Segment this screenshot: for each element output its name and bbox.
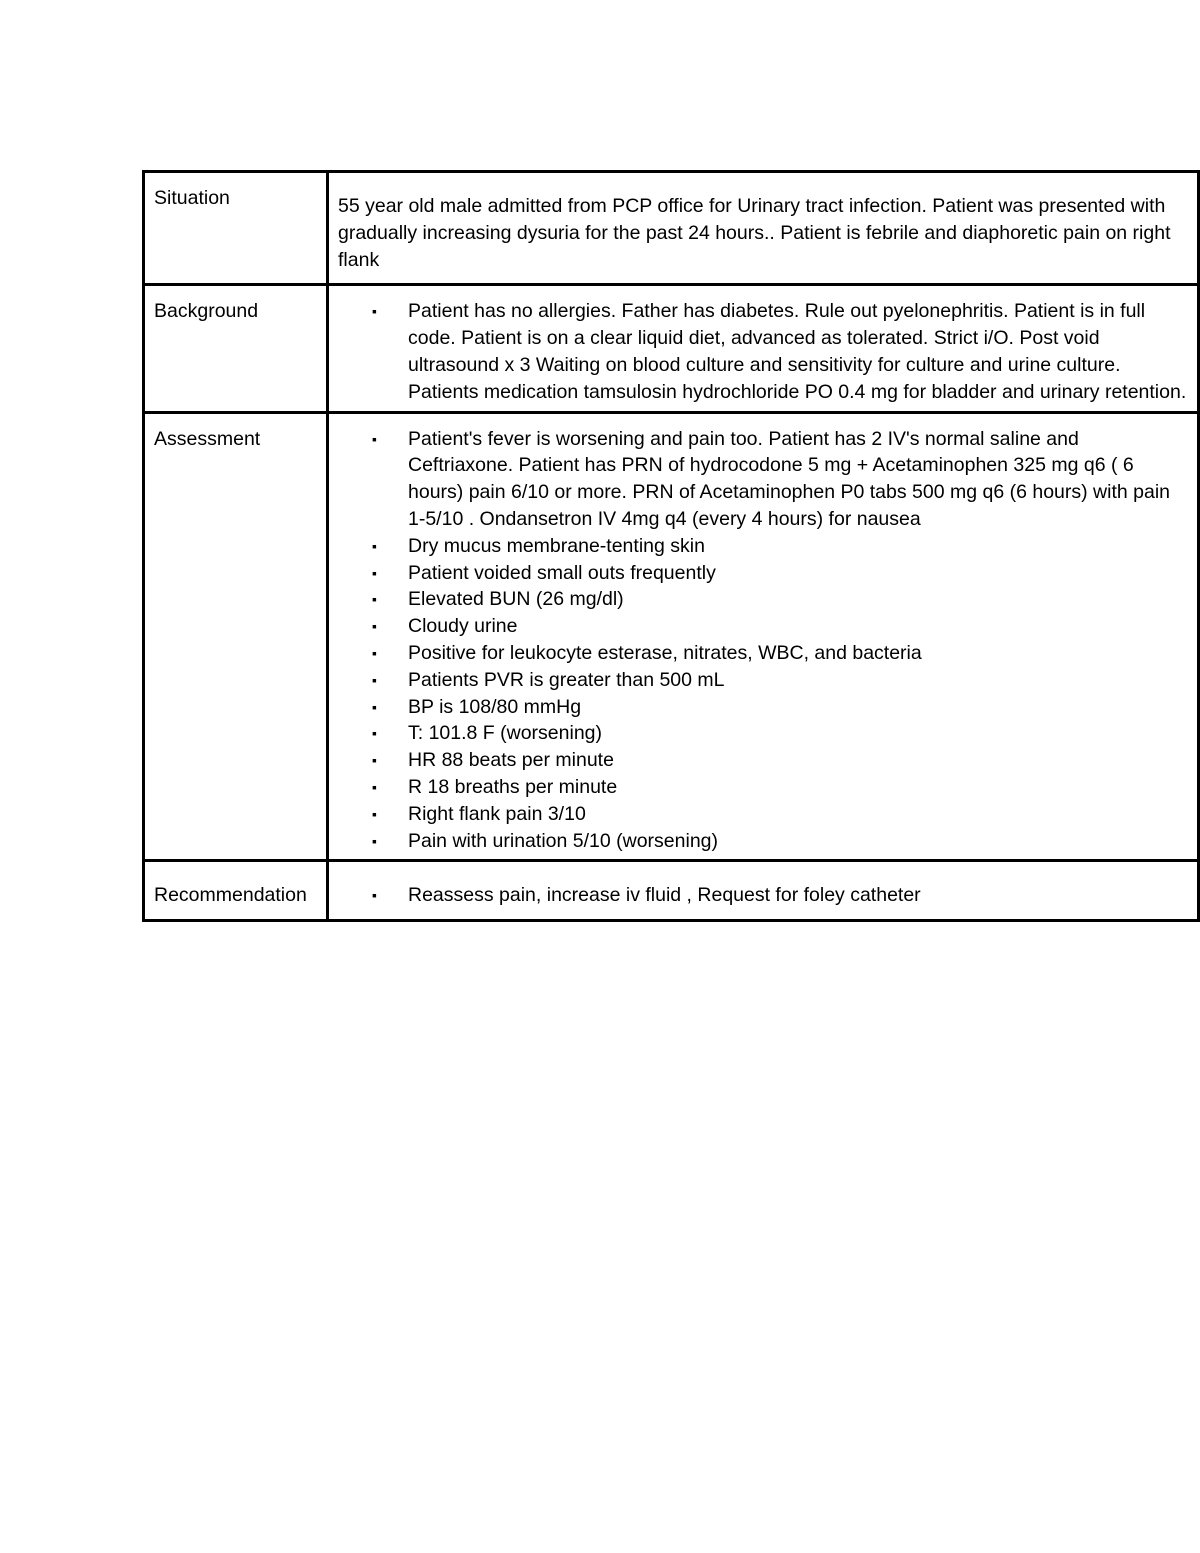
background-list <box>338 298 1197 405</box>
list-item-text: Patient's fever is worsening and pain too. Patient has 2 IV's normal saline and Ceftriaxone. Patient has PRN of hydrocodone 5 mg + Acetaminophen 325 mg q6 ( 6 hours) pain 6/10 or more. PRN of Acetaminophen P0 tabs 500 mg q6 (6 hours) with pain 1-5/10 . Ondansetron IV 4mg q4 (every 4 hours) for nausea <box>408 427 1171 530</box>
list-item <box>372 882 1197 909</box>
bullet-icon: ▪ <box>372 644 377 661</box>
list-item <box>372 640 1197 667</box>
assessment-list <box>338 426 1197 855</box>
bullet-icon: ▪ <box>372 752 377 769</box>
bullet-icon: ▪ <box>372 671 377 688</box>
list-item-text: T: 101.8 F (worsening) <box>408 722 603 745</box>
list-item-text: R 18 breaths per minute <box>408 775 618 798</box>
bullet-icon: ▪ <box>372 430 377 447</box>
recommendation-cell <box>328 861 1199 921</box>
list-item-text: Cloudy urine <box>408 615 518 638</box>
list-item-text: Dry mucus membrane-tenting skin <box>408 534 705 557</box>
list-item-text: BP is 108/80 mmHg <box>408 695 582 718</box>
bullet-icon: ▪ <box>372 537 377 554</box>
bullet-icon: ▪ <box>372 564 377 581</box>
list-item <box>372 801 1197 828</box>
list-item-text: Patient voided small outs frequently <box>408 561 716 584</box>
list-item-text: HR 88 beats per minute <box>408 749 614 772</box>
bullet-icon: ▪ <box>372 618 377 635</box>
list-item <box>372 774 1197 801</box>
list-item <box>372 586 1197 613</box>
list-item <box>372 667 1197 694</box>
list-item-text: Right flank pain 3/10 <box>408 802 586 825</box>
list-item <box>372 298 1197 405</box>
table-row-situation <box>144 172 1199 285</box>
bullet-icon: ▪ <box>372 805 377 822</box>
row-label-background: Background <box>144 285 328 412</box>
list-item <box>372 828 1197 855</box>
recommendation-list <box>338 882 1197 909</box>
bullet-icon: ▪ <box>372 832 377 849</box>
list-item <box>372 747 1197 774</box>
bullet-icon: ▪ <box>372 698 377 715</box>
list-item-text: Patients PVR is greater than 500 mL <box>408 668 725 691</box>
row-label-situation: Situation <box>144 172 328 285</box>
assessment-cell <box>328 412 1199 861</box>
bullet-icon: ▪ <box>372 887 377 904</box>
sbar-table <box>142 170 1200 922</box>
list-item-text: Reassess pain, increase iv fluid , Request for foley catheter <box>408 884 921 907</box>
bullet-icon: ▪ <box>372 725 377 742</box>
list-item-text: Patient has no allergies. Father has diabetes. Rule out pyelonephritis. Patient is in full code. Patient is on a clear liquid diet, advanced as tolerated. Strict i/O. Post void ultrasound x 3 Waiting on blood culture and sensitivity for culture and urine culture. Patients medication tamsulosin hydrochloride PO 0.4 mg for bladder and urinary retention. <box>408 300 1187 403</box>
list-item <box>372 560 1197 587</box>
row-label-assessment: Assessment <box>144 412 328 861</box>
bullet-icon: ▪ <box>372 303 377 320</box>
table-row-recommendation <box>144 861 1199 921</box>
list-item <box>372 426 1197 533</box>
list-item <box>372 720 1197 747</box>
list-item <box>372 533 1197 560</box>
list-item <box>372 694 1197 721</box>
table-row-assessment <box>144 412 1199 861</box>
table-row-background <box>144 285 1199 412</box>
list-item-text: Pain with urination 5/10 (worsening) <box>408 829 719 852</box>
background-cell <box>328 285 1199 412</box>
list-item-text: Positive for leukocyte esterase, nitrates, WBC, and bacteria <box>408 641 922 664</box>
row-label-recommendation: Recommendation <box>144 861 328 921</box>
bullet-icon: ▪ <box>372 591 377 608</box>
situation-text: 55 year old male admitted from PCP office for Urinary tract infection. Patient was presented with gradually increasing dysuria for the past 24 hours.. Patient is febrile and diaphoretic pain on right flank <box>328 172 1199 285</box>
list-item-text: Elevated BUN (26 mg/dl) <box>408 588 624 611</box>
list-item <box>372 613 1197 640</box>
bullet-icon: ▪ <box>372 778 377 795</box>
